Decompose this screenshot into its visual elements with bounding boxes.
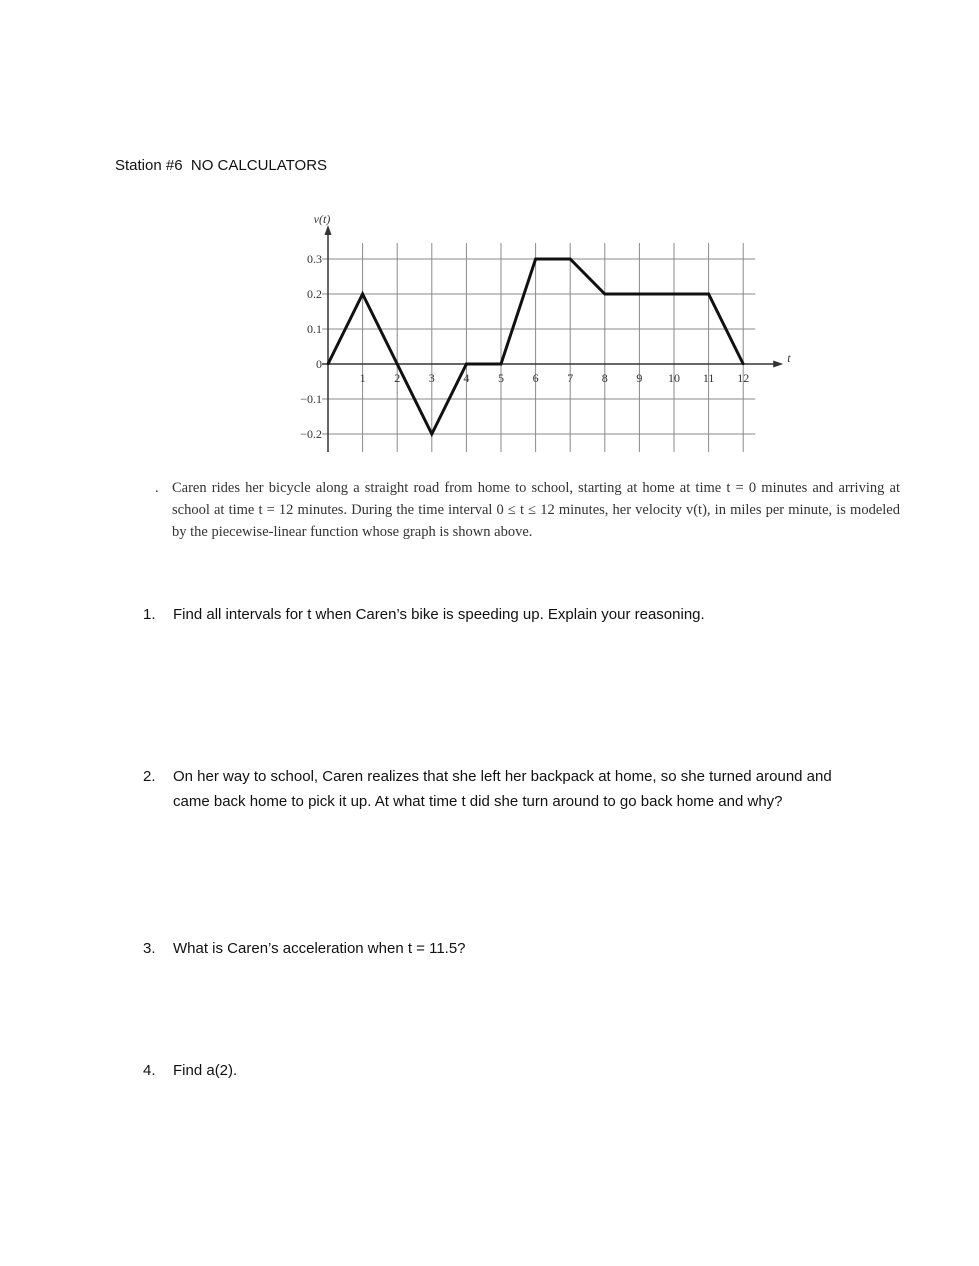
question-number: 3.: [143, 940, 156, 957]
problem-description: [155, 477, 900, 543]
question-number: 1.: [143, 606, 156, 623]
y-tick-label: 0.2: [307, 287, 322, 301]
question-3: [143, 936, 863, 961]
data-point: [638, 293, 640, 295]
data-point: [707, 293, 709, 295]
x-tick-label: 4: [463, 371, 470, 385]
question-1: [143, 602, 863, 627]
description-bullet: .: [155, 480, 159, 496]
question-number: 4.: [143, 1062, 156, 1079]
data-point: [569, 258, 571, 260]
question-text: What is Caren’s acceleration when t = 11.5?: [173, 940, 466, 957]
question-text: On her way to school, Caren realizes that she left her backpack at home, so she turned around and came back home to pick it up. At what time t did she turn around to go back home and why?: [173, 768, 832, 810]
description-text: Caren rides her bicycle along a straight road from home to school, starting at home at time t = 0 minutes and arriving at school at time t = 12 minutes. During the time interval 0 ≤ t ≤ 12 minutes, her velocity v(t), in miles per minute, is modeled by the piecewise-linear function whose graph is shown above.: [172, 480, 900, 540]
data-point: [465, 363, 467, 365]
data-point: [361, 293, 363, 295]
x-tick-label: 6: [532, 371, 539, 385]
station-title: Station #6 NO CALCULATORS: [115, 157, 328, 174]
question-2: [143, 764, 863, 814]
data-point: [742, 363, 744, 365]
data-point: [396, 363, 398, 365]
question-number: 2.: [143, 768, 156, 785]
x-tick-label: 8: [601, 371, 608, 385]
y-tick-label: 0.1: [307, 322, 322, 336]
y-axis-label: v(t): [313, 212, 331, 226]
x-tick-label: 12: [737, 371, 750, 385]
x-axis-label: t: [787, 351, 791, 365]
data-point: [431, 433, 433, 435]
x-tick-label: 9: [636, 371, 643, 385]
x-tick-label: 10: [668, 371, 680, 385]
velocity-graph: [280, 205, 790, 470]
y-axis-arrow: [325, 225, 332, 235]
data-point: [534, 258, 536, 260]
x-tick-label: 11: [702, 371, 715, 385]
x-tick-label: 1: [359, 371, 366, 385]
x-tick-label: 5: [498, 371, 504, 385]
x-tick-label: 7: [567, 371, 574, 385]
question-text: Find a(2).: [173, 1062, 238, 1079]
x-axis-arrow: [773, 361, 783, 368]
data-point: [500, 363, 502, 365]
question-4: [143, 1058, 863, 1083]
y-tick-label: 0: [316, 357, 322, 371]
x-tick-label: 2: [394, 371, 401, 385]
question-text: Find all intervals for t when Caren’s bike is speeding up. Explain your reasoning.: [173, 606, 705, 623]
data-point: [673, 293, 675, 295]
y-tick-label: −0.2: [300, 427, 322, 441]
data-point: [604, 293, 606, 295]
y-tick-label: 0.3: [307, 252, 322, 266]
y-tick-label: −0.1: [300, 392, 322, 406]
grid: [322, 243, 755, 452]
data-point: [327, 363, 329, 365]
x-tick-label: 3: [428, 371, 435, 385]
tick-labels: [300, 252, 749, 441]
